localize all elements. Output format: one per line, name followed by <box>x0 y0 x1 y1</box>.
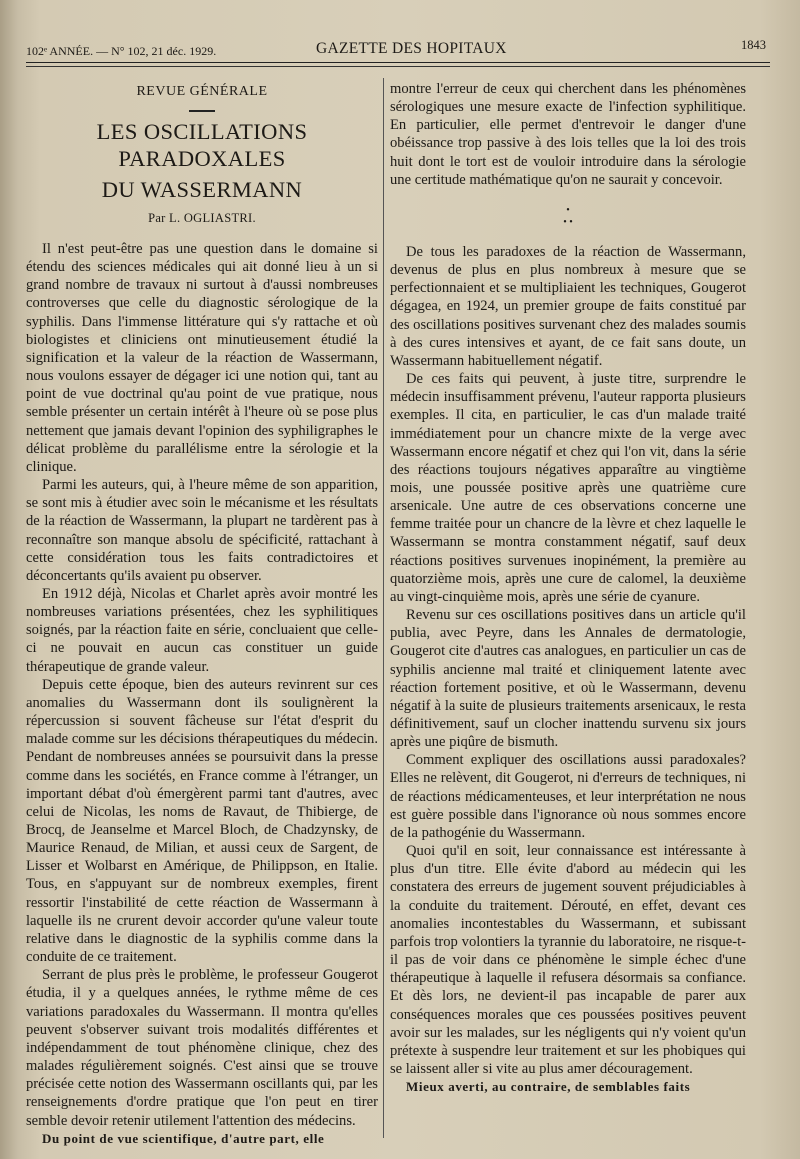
separator-star: • <box>566 204 570 216</box>
heading-dash <box>189 110 215 112</box>
paragraph: Revenu sur ces oscillations positives dans un article qu'il publia, avec Peyre, dans les Annales de dermatologie, Gougerot cite d'autres cas analogues, en particulier un cas de syphilis ancienne mal traité et cliniquement latente avec réaction fortement positive, et où le Wassermann, devenu négatif à la suite de plusieurs traitements arsenicaux, le resta définitivement, sauf un clocher inattendu survenu six jours après une piqûre de bismuth. <box>390 607 746 751</box>
author-byline: Par L. OGLIASTRI. <box>148 211 256 225</box>
section-separator <box>390 205 746 229</box>
continued-line: Mieux averti, au contraire, de semblables faits <box>406 1079 691 1095</box>
header-rule-bottom <box>26 66 770 67</box>
left-column <box>26 80 378 1148</box>
article-title-line1: LES OSCILLATIONS PARADOXALES <box>96 119 308 171</box>
right-column <box>390 80 746 1096</box>
paragraph: Comment expliquer des oscillations aussi paradoxales? Elles ne relèvent, dit Gougerot, ni d'erreurs de techniques, ni de réactions médicamenteuses, et leur interprétation ne nous est guère possible dans l'ignorance où nous sommes encore de la pathogénie du Wassermann. <box>390 752 746 841</box>
paragraph: Parmi les auteurs, qui, à l'heure même de son apparition, se sont mis à étudier avec soin le mécanisme et les résultats de la réaction de Wassermann, la plupart ne tardèrent pas à reconnaître son manque absolu de spécificité, rattachant à cette considération tous les faits contradictoires et déconcertants qu'ils avaient pu observer. <box>26 477 378 584</box>
separator-stars: • • <box>563 216 573 228</box>
journal-name: GAZETTE DES HOPITAUX <box>316 40 507 57</box>
continued-line: Du point de vue scientifique, d'autre part, elle <box>42 1130 325 1146</box>
section-heading: REVUE GÉNÉRALE <box>136 84 268 99</box>
column-divider <box>383 78 384 1138</box>
paragraph: En 1912 déjà, Nicolas et Charlet après avoir montré les nombreuses variations présentées, chez les syphilitiques soignés, par la réaction faite en série, concluaient que celle-ci ne pouvait en aucun cas constituer un guide thérapeutique de grande valeur. <box>26 585 378 675</box>
paragraph: montre l'erreur de ceux qui cherchent dans les phénomènes sérologiques une mesure exacte de l'infection syphilitique. En particulier, elle permet d'entrevoir le danger d'une obéissance trop passive à des lois telles que la loi des trois huit dont le tort est de vouloir introduire dans la sérologie une certitude mathématique qu'on ne saurait y concevoir. <box>390 81 746 188</box>
paragraph: Serrant de plus près le problème, le professeur Gougerot étudia, il y a quelques années, le rythme même de ces variations paradoxales du Wassermann. Il montra qu'elles peuvent s'observer suivant trois modalités différentes et indépendamment de tout phénomène clinique, chez des malades régulièrement soignés. C'est ainsi que se trouve précisée cette notion des Wassermann oscillants qui, par les renseignements d'ordre pratique que l'on peut en tirer semble devoir retenir utilement l'attention des médecins. <box>26 967 378 1129</box>
paragraph: Il n'est peut-être pas une question dans le domaine si étendu des sciences médicales qui ait donné lieu à un si grand nombre de travaux ni surtout à d'aussi nombreuses controverses que celle du diagnostic sérologique de la syphilis. Dans l'immense littérature qui s'y rattache et où biologistes et cliniciens ont minutieusement étudié la signification et la valeur de la réaction de Wassermann, nous voulons essayer de dégager ici une notion qui, tant au point de vue doctrinal qu'au point de vue pratique, nous semble présenter un certain intérêt à l'heure où se pose plus nettement que jamais devant l'opinion des syphiligraphes le délicat problème du parallélisme entre la sérologie et la clinique. <box>26 241 378 475</box>
issue-line: 102ᵉ ANNÉE. — N° 102, 21 déc. 1929. <box>26 44 217 58</box>
page-header <box>26 38 768 60</box>
header-rule-top <box>26 62 770 63</box>
paragraph: Quoi qu'il en soit, leur connaissance est intéressante à plus d'un titre. Elle évite d'abord au médecin qui les constatera des erreurs de jugement souvent préjudiciables à la conduite du traitement. Dérouté, en effet, devant ces anomalies incontestables du Wassermann, et subissant parfois trop volontiers la tyrannie du laboratoire, ne risque-t-il pas de voir dans ce phénomène le simple échec d'une thérapeutique à laquelle il refusera désormais sa confiance. Et dès lors, ne devient-il pas incapable de parer aux conséquences morales que ces poussées positives peuvent avoir sur les malades, sur les négligents qui n'y voient qu'un prétexte à suspendre leur traitement et sur les phobiques qui se laissent aller si vite au plus amer découragement. <box>390 843 746 1077</box>
paragraph: De ces faits qui peuvent, à juste titre, surprendre le médecin insuffisamment prévenu, l'auteur rapporta plusieurs exemples. Il cita, en particulier, le cas d'un malade traité immédiatement pour un chancre mixte de la verge avec Wassermann encore négatif et chez qui l'on vit, dans la série des réactions toujours négatives apparaître au vingtième mois, une poussée positive après une quatrième cure arsenicale. Une autre de ces observations concerne une femme traitée pour un chancre de la lèvre et chez laquelle le Wassermann se montra constamment négatif, sauf deux réactions positives survenues inopinément, la première au quatorzième mois, après une cure de calomel, la deuxième au vingt-cinquième mois, après une série de cyanure. <box>390 371 746 605</box>
paragraph: Depuis cette époque, bien des auteurs revinrent sur ces anomalies du Wassermann dont ils soulignèrent la répercussion si souvent fâcheuse sur l'état d'esprit du malade comme sur les décisions thérapeutiques du médecin. Pendant de nombreuses années se poursuivit dans la presse comme dans les sociétés, en France comme à l'étranger, un important débat d'où émergèrent parmi tant d'autres, avec celui de Nicolas, les noms de Ravaut, de Thibierge, de Brocq, de Jeanselme et Marcel Bloch, de Chadzynsky, de Maurice Renaud, de Milian, et aussi ceux de Sargent, de Lisser et Wolbarst en Amérique, de Philippson, en Italie. Tous, en s'appuyant sur de nombreux exemples, firent ressortir l'instabilité de cette réaction de Wassermann à laquelle ils ne crurent devoir accorder qu'une valeur toute relative dans le diagnostic de la syphilis comme dans la conduite de ce traitement. <box>26 676 378 966</box>
paragraph: De tous les paradoxes de la réaction de Wassermann, devenus de plus en plus nombreux à mesure que se perfectionnaient et se multipliaient les techniques, Gougerot dégagea, en 1924, un premier groupe de faits constitué par des oscillations positives survenant chez des malades soumis à des cures intensives et ayant, de ce fait sans doute, un Wassermann habituellement négatif. <box>390 243 746 369</box>
article-title-line2: DU WASSERMANN <box>101 177 303 202</box>
page-number: 1843 <box>741 38 766 52</box>
